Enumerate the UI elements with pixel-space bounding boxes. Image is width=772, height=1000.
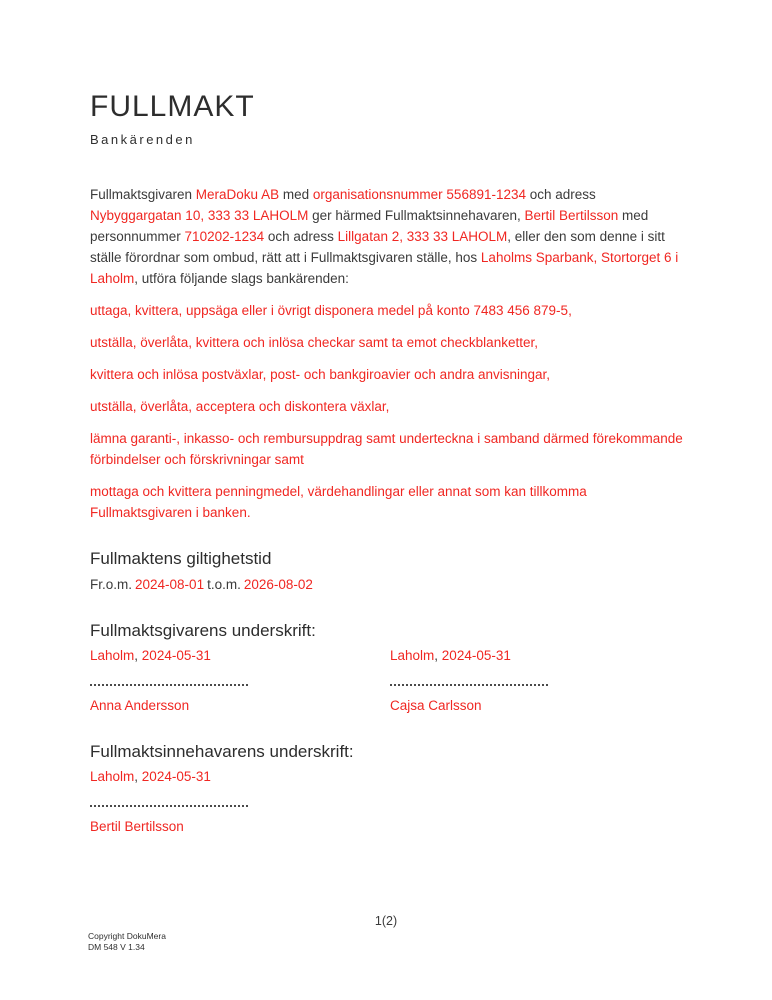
signature-date: 2024-05-31 <box>141 648 211 663</box>
holder-name: Bertil Bertilsson <box>524 208 619 223</box>
validity-from-date: 2024-08-01 <box>135 577 205 592</box>
org-number: organisationsnummer 556891-1234 <box>312 187 526 202</box>
holder-signature-row <box>90 764 690 837</box>
signer-name: Bertil Bertilsson <box>90 819 184 834</box>
signature-place-date <box>90 645 390 666</box>
holder-signature-heading: Fullmaktsinnehavarens underskrift: <box>90 742 354 761</box>
intro-segment: , eller den som denne i sitt ställe förordnar som ombud, rätt att i Fullmaktsgivaren ställe, hos <box>90 229 665 265</box>
copyright-notice <box>88 931 166 953</box>
holder-personal-number: 710202-1234 <box>184 229 265 244</box>
intro-segment: med personnummer <box>90 208 649 244</box>
signature-date: 2024-05-31 <box>141 769 211 784</box>
document-content <box>90 0 690 837</box>
signature-line <box>90 805 248 807</box>
validity-heading: Fullmaktens giltighetstid <box>90 549 272 568</box>
place-date-separator: , <box>134 648 142 663</box>
signature-date: 2024-05-31 <box>441 648 511 663</box>
clause-withdraw-funds: uttaga, kvittera, uppsäga eller i övrigt disponera medel på konto 7483 456 879-5, <box>90 303 572 318</box>
intro-paragraph <box>90 184 690 289</box>
principal-signature-row <box>90 643 690 716</box>
document-version: DM 548 V 1.34 <box>88 942 145 952</box>
principal-address: Nybyggargatan 10, 333 33 LAHOLM <box>90 208 309 223</box>
page-number: 1(2) <box>374 914 398 928</box>
holder-address: Lillgatan 2, 333 33 LAHOLM <box>337 229 508 244</box>
signature-place: Laholm <box>90 648 135 663</box>
document-title: FULLMAKT <box>90 90 255 123</box>
signature-place: Laholm <box>390 648 435 663</box>
clause-guarantees: lämna garanti-, inkasso- och rembursuppdrag samt underteckna i samband därmed förekommande förbindelser och förskrivningar samt <box>90 431 683 467</box>
signature-place-date <box>90 766 395 787</box>
clause-bills-of-exchange: utställa, överlåta, acceptera och diskontera växlar, <box>90 399 390 414</box>
principal-signature-heading: Fullmaktsgivarens underskrift: <box>90 621 316 640</box>
signature-line <box>90 684 248 686</box>
signer-name: Cajsa Carlsson <box>390 698 482 713</box>
signature-line <box>390 684 548 686</box>
place-date-separator: , <box>134 769 142 784</box>
signature-block-cajsa <box>390 643 690 716</box>
place-date-separator: , <box>434 648 442 663</box>
clause-postal-drafts: kvittera och inlösa postväxlar, post- och bankgiroavier och andra anvisningar, <box>90 367 551 382</box>
bank-name-address: Laholms Sparbank, Stortorget 6 i Laholm <box>90 250 679 286</box>
signature-block-bertil <box>90 764 395 837</box>
intro-segment: och adress <box>264 229 338 244</box>
clause-checks: utställa, överlåta, kvittera och inlösa checkar samt ta emot checkblanketter, <box>90 335 538 350</box>
intro-segment: ger härmed Fullmaktsinnehavaren, <box>308 208 525 223</box>
intro-segment: med <box>279 187 313 202</box>
clause-receive-funds: mottaga och kvittera penningmedel, värdehandlingar eller annat som kan tillkomma Fullmaktsgivaren i banken. <box>90 484 587 520</box>
validity-to-label: t.o.m. <box>207 577 241 592</box>
copyright-line: Copyright DokuMera <box>88 931 166 941</box>
validity-to-date: 2026-08-02 <box>243 577 313 592</box>
validity-period <box>90 574 690 595</box>
signature-block-anna <box>90 643 390 716</box>
signature-place-date <box>390 645 690 666</box>
validity-from-label: Fr.o.m. <box>90 577 133 592</box>
signer-name: Anna Andersson <box>90 698 190 713</box>
principal-company-name: MeraDoku AB <box>195 187 280 202</box>
document-subtitle: Bankärenden <box>90 132 195 147</box>
intro-segment: Fullmaktsgivaren <box>90 187 196 202</box>
intro-segment: , utföra följande slags bankärenden: <box>134 271 349 286</box>
signature-place: Laholm <box>90 769 135 784</box>
intro-segment: och adress <box>526 187 596 202</box>
